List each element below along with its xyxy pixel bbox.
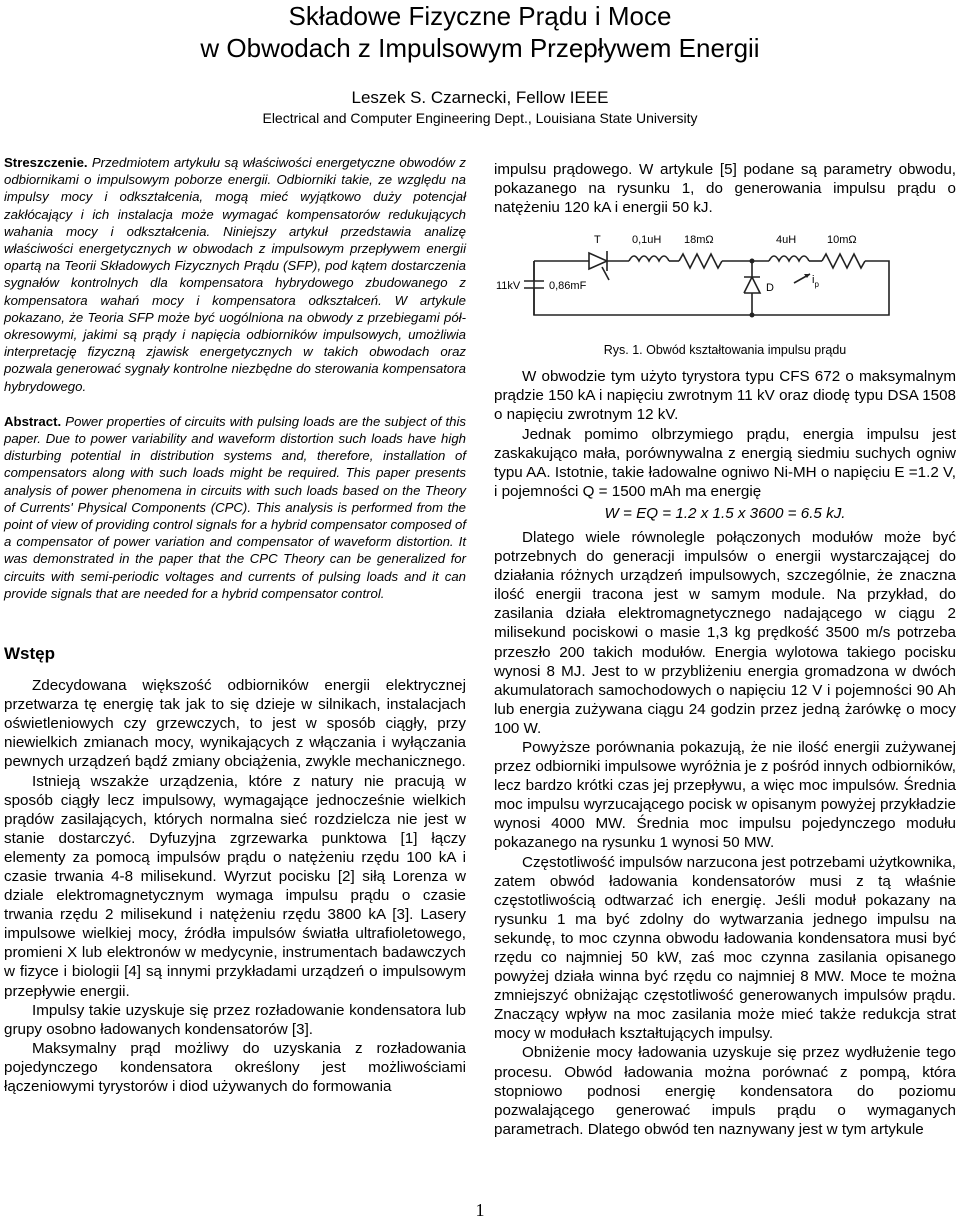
abstract-english — [4, 413, 466, 602]
label-thyristor: T — [594, 234, 601, 247]
label-diode: D — [766, 282, 774, 295]
left-column — [4, 154, 466, 1096]
paragraph: Obniżenie mocy ładowania uzyskuje się przez wydłużenie tego procesu. Obwód ładowania można porównać z pompą, która stopniowo podnosi energię kondensatora do poziomu pozwalającego generować impuls prądu o wymaganych parametrach. Dlatego obwód ten naznywany jest w tym artykule — [494, 1044, 956, 1138]
label-current-i: i — [812, 274, 815, 287]
resistor-1 — [679, 254, 722, 268]
label-capacitor: 0,86mF — [549, 280, 587, 293]
abstract-english-text: Power properties of circuits with pulsing loads are the subject of this paper. Due to power variability and waveform distortion such loads have high disturbing potential in distribution systems and, therefore, installation of compensators along with such loads might be required. This paper presents analysis of power phenomena in circuits with such loads based on the Theory of Currents' Physical Components (CPC). This analysis is performed from the point of view of providing control signals for a hybrid compensator composed of a compensator of power variation and compensator of waveform distortion. It was demonstrated in the paper that the CPC Theory can be generalized for circuits with semi-periodic voltages and currents of pulsing loads and it can provide signals that are needed for a hybrid compensator control. — [4, 413, 466, 601]
paragraph: W obwodzie tym użyto tyrystora typu CFS 672 o maksymalnym prądzie 150 kA i napięciu zwrotnym 11 kV oraz diodę typu DSA 1508 o napięciu zwrotnym 12 kV. — [494, 368, 956, 424]
label-r1: 18mΩ — [684, 234, 714, 247]
label-l2: 4uH — [776, 234, 797, 247]
inductor-2 — [769, 256, 809, 261]
label-r2: 10mΩ — [827, 234, 857, 247]
circuit-diagram — [494, 225, 956, 335]
title-line-2: w Obwodach z Impulsowym Przepływem Energii — [200, 33, 760, 63]
figure-caption: Rys. 1. Obwód kształtowania impulsu prądu — [603, 343, 847, 358]
label-l1: 0,1uH — [632, 234, 662, 247]
paper-title — [0, 0, 960, 64]
label-voltage: 11kV — [496, 280, 521, 293]
affiliation: Electrical and Computer Engineering Dept., Louisiana State University — [262, 110, 698, 126]
paragraph: Jednak pomimo olbrzymiego prądu, energia impulsu jest zaskakująco mała, porównywalna z energią siedmiu suchych ogniw typu AA. Istotnie, takie ładowalne ogniwo Ni-MH o napięciu E =1.2 V, i pojemności Q = 1500 mAh ma energię — [494, 425, 956, 500]
right-column — [494, 160, 956, 1139]
thyristor-symbol — [589, 253, 607, 269]
abstract-polish-lead: Streszczenie. — [4, 155, 88, 170]
abstract-english-lead: Abstract. — [4, 413, 62, 429]
paragraph: Impulsy takie uzyskuje się przez rozładowanie kondensatora lub grupy osobno ładowanych kondensatorów [3]. — [4, 1001, 466, 1038]
author: Leszek S. Czarnecki, Fellow IEEE — [351, 88, 609, 107]
page-number: 1 — [475, 1200, 485, 1220]
paragraph: Dlatego wiele równolegle połączonych modułów może być potrzebnych do generacji impulsów o energii wystarczającej do działania różnych urządzeń impulsowych, szczególnie, że znaczna ilość energii tracona jest w samym module. Na przykład, do zasilania działa elektromagnetycznego nadającego w ciągu 2 milisekund pociskowi o masie 1,3 kg prędkość 3500 m/s potrzeba przeszło 200 takich modułów. Energia wylotowa takiego pocisku wynosi 8 MJ. Jest to w przybliżeniu energia gromadzona w dwóch akumulatorach samochodowych o napięciu 12 V i pojemności 90 Ah lub energia zużywana ciągu 24 godzin przez jedną żarówkę o mocy 100 W. — [494, 528, 956, 737]
abstract-polish — [4, 154, 466, 395]
left-body — [4, 676, 466, 1096]
paragraph: Częstotliwość impulsów narzucona jest potrzebami użytkownika, zatem obwód ładowania kondensatorów musi z tą właśnie częstotliwością odtwarzać ich energię. Jeśli moduł pokazany na rysunku 1 ma być zdolny do wytwarzania jednego impulsu na sekundę, to moc czynna obwodu ładowania kondensatora musi być rzędu co najmniej 50 kW, zaś moc czynna zasilania opisanego powyżej działa winna być rzędu co najmniej 8 MW. Moce te można zmniejszyć obniżając częstotliwość generowanych impulsów prądu. Znaczący wpływ na moc zasilania może mieć także redukcja strat mocy w modułach kształtujących impulsy. — [494, 853, 956, 1043]
abstract-polish-text: Przedmiotem artykułu są właściwości energetyczne obwodów z odbiornikami o impulsowym poborze energii. Odbiorniki takie, ze względu na impulsy mocy i odkształcenia, mogą mieć wyjątkowo duży potencjał zakłócający i ich instalacja może wymagać kompensatorów redukujących wahania mocy i odkształcenia. Niniejszy artykuł przedstawia analizę właściwości energetycznych w obwodach z impulsowym przepływem energii opartą na Teorii Składowych Fizycznych Prądu (SFP), pod kątem dostarczenia sygnałów kontrolnych dla kompensatora hybrydowego zbudowanego z kompensatora wahań mocy i kompensatora odkształceń. W artykule pokazano, że Teoria SFP może być uogólniona na obwody z przebiegami pół-okresowymi, jakimi są prądy i napięcia odbiorników impulsowych, umożliwia interpretację fizyczną zjawisk energetycznych w takich obwodach oraz pozwala generować sygnały kontrolne niezbędne do sterowania kompensatora hybrydowego. — [4, 155, 466, 394]
diode-symbol — [744, 277, 760, 293]
resistor-2 — [822, 254, 865, 268]
paragraph: Istnieją wszakże urządzenia, które z natury nie pracują w sposób ciągły lecz impulsowy, wymagające jednocześnie wielkich prądów zasilających, których normalna sieć rozdzielcza nie jest w stanie dostarczyć. Dyfuzyjna zgrzewarka punktowa [1] łączy elementy za pomocą impulsów prądu o natężeniu rzędu 100 kA i czasie trwania 4-8 milisekund. Wyrzut pocisku [2] siłą Lorenza w dziale elektromagnetycznym wymaga impulsu prądu o czasie trwania rzędu 2 milisekund i natężeniu rzędu 3800 kA [3]. Lasery impulsowe wielkiej mocy, źródła impulsów światła ultrafioletowego, promieni X lub elektronów w medycynie, instrumentach badawczych w fizyce i biologii [4] są innymi przykładami urządzeń o impulsowym przepływie energii. — [4, 772, 466, 1000]
equation: W = EQ = 1.2 x 1.5 x 3600 = 6.5 kJ. — [604, 504, 846, 522]
section-heading: Wstęp — [4, 644, 55, 664]
paragraph: impulsu prądowego. W artykule [5] podane są parametry obwodu, pokazanego na rysunku 1, do generowania impulsu prądu o natężeniu 120 kA i energii 50 kJ. — [494, 161, 956, 217]
inductor-1 — [629, 256, 669, 261]
label-current — [812, 274, 819, 289]
paragraph: Maksymalny prąd możliwy do uzyskania z rozładowania pojedynczego kondensatora określony jest możliwościami łączeniowymi tyrystorów i diod używanych do formowania — [4, 1039, 466, 1096]
paragraph: Zdecydowana większość odbiorników energii elektrycznej przetwarza tę energię tak jak to się dzieje w silnikach, instalacjach oświetleniowych czy grzewczych, to jest w sposób ciągły, przy niewielkich zmianach mocy, wynikających z włączania i wyłączania pewnych urządzeń bądź zmiany obciążenia, zwykle mechanicznego. — [4, 677, 466, 771]
title-line-1: Składowe Fizyczne Prądu i Moce — [288, 1, 672, 31]
paragraph: Powyższe porównania pokazują, że nie ilość energii zużywanej przez odbiorniki impulsowe wyróżnia je z pośród innych odbiorników, lecz bardzo krótki czas jej przepływu, a więc moc impulsów. Średnia moc impulsu wyrzucającego pocisk w opisanym powyżej przykładzie wynosi 4000 MW. Średnia moc impulsu pojedynczego modułu pokazanego na rysunku 1 wynosi 50 MW. — [494, 738, 956, 852]
label-current-sub: p — [814, 280, 819, 290]
